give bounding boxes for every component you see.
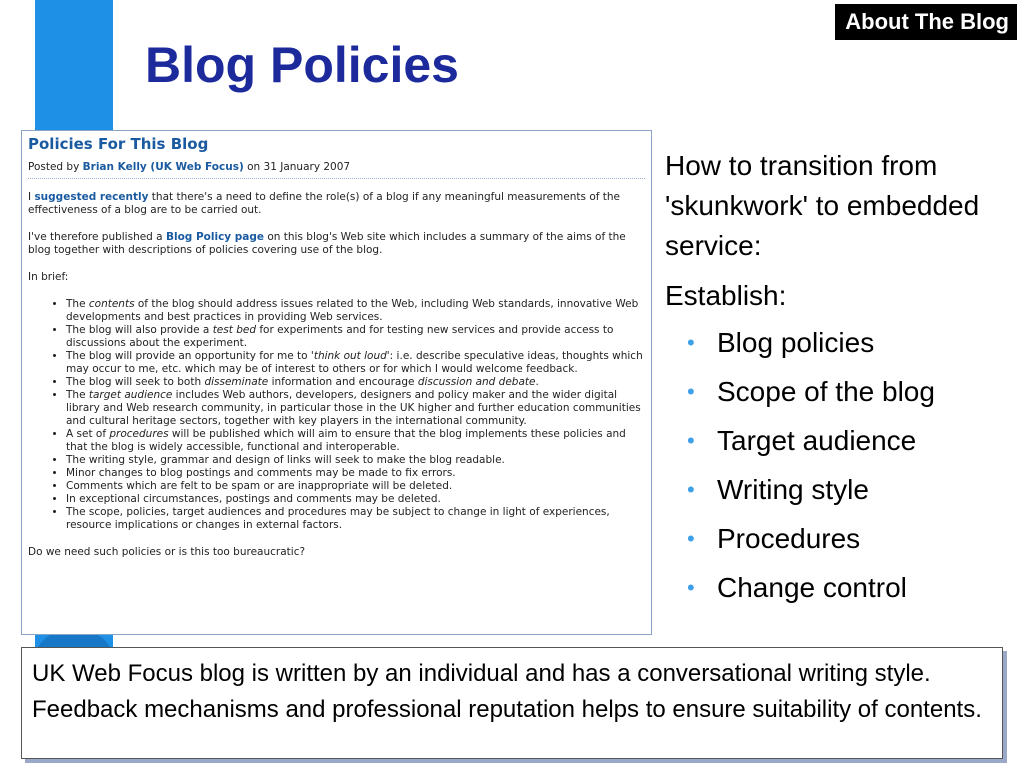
post-date: on 31 January 2007	[247, 161, 351, 173]
establish-item-change-control: • Change control	[687, 563, 1010, 612]
bullet-icon: •	[687, 575, 695, 600]
blog-meta-divider	[28, 178, 645, 179]
establish-item-target-audience: • Target audience	[687, 416, 1010, 465]
slide-title: Blog Policies	[145, 37, 459, 93]
list-item: • A set of procedures will be published which will aim to ensure that the blog implements these policies and that the blog is widely accessible, functional and interoperable.	[66, 428, 645, 454]
blog-paragraph-2: I've therefore published a Blog Policy page on this blog's Web site which includes a summary of the aims of the blog together with descriptions of policies covering use of the blog.	[28, 231, 626, 256]
bullet-icon: •	[687, 526, 695, 551]
section-tag: About The Blog	[835, 4, 1017, 40]
blog-closing-question: Do we need such policies or is this too bureaucratic?	[28, 546, 306, 558]
blog-post-title: Policies For This Blog	[28, 135, 209, 153]
blog-policy-page-link[interactable]: Blog Policy page	[165, 231, 265, 243]
establish-item-writing-style: • Writing style	[687, 465, 1010, 514]
blog-post-meta	[28, 161, 645, 174]
list-item: • The writing style, grammar and design of links will seek to make the blog readable.	[66, 454, 645, 467]
posted-by-label: Posted by	[28, 161, 80, 173]
list-item: • The scope, policies, target audiences and procedures may be subject to change in light of experiences, resource implications or changes in external factors.	[66, 506, 645, 532]
list-item: • The blog will provide an opportunity for me to 'think out loud': i.e. describe speculative ideas, thoughts which may occur to me, etc. which may be of interest to others or for which I would welcome feedback.	[66, 350, 645, 376]
list-item: • Minor changes to blog postings and comments may be made to fix errors.	[66, 467, 645, 480]
bullet-icon: •	[687, 477, 695, 502]
list-item: • In exceptional circumstances, postings and comments may be deleted.	[66, 493, 645, 506]
list-item: • The contents of the blog should address issues related to the Web, including Web standards, innovative Web developments and best practices in providing Web services.	[66, 298, 645, 324]
list-item: • Comments which are felt to be spam or are inappropriate will be deleted.	[66, 480, 645, 493]
blog-paragraph-1: I suggested recently that there's a need to define the role(s) of a blog if any meaningful measurements of the effectiveness of a blog are to be carried out.	[28, 191, 621, 216]
bullet-icon: •	[687, 379, 695, 404]
establish-list	[665, 318, 1010, 612]
summary-callout: UK Web Focus blog is written by an individual and has a conversational writing style. Feedback mechanisms and professional reputation helps to ensure suitability of contents.	[21, 647, 1003, 759]
establish-item-scope: • Scope of the blog	[687, 367, 1010, 416]
in-brief-label: In brief:	[28, 271, 69, 283]
list-item: • The blog will also provide a test bed for experiments and for testing new services and provide access to discussions about the experiment.	[66, 324, 645, 350]
establish-item-procedures: • Procedures	[687, 514, 1010, 563]
bullet-icon: •	[687, 330, 695, 355]
transition-intro: How to transition from 'skunkwork' to embedded service:	[665, 150, 980, 261]
list-item: • The target audience includes Web authors, developers, designers and policy maker and the wider digital library and Web research community, in particular those in the UK higher and further education communities and cultural heritage sectors, together with key players in the international community.	[66, 389, 645, 428]
suggested-recently-link[interactable]: suggested recently	[34, 191, 149, 203]
establish-heading: Establish:	[665, 280, 787, 311]
blog-bullet-list	[28, 298, 645, 532]
author-link[interactable]: Brian Kelly (UK Web Focus)	[82, 161, 244, 173]
list-item: • The blog will seek to both disseminate information and encourage discussion and debate.	[66, 376, 645, 389]
right-column	[665, 146, 1010, 612]
bullet-icon: •	[687, 428, 695, 453]
establish-item-blog-policies: • Blog policies	[687, 318, 1010, 367]
blog-post-screenshot	[21, 130, 652, 635]
